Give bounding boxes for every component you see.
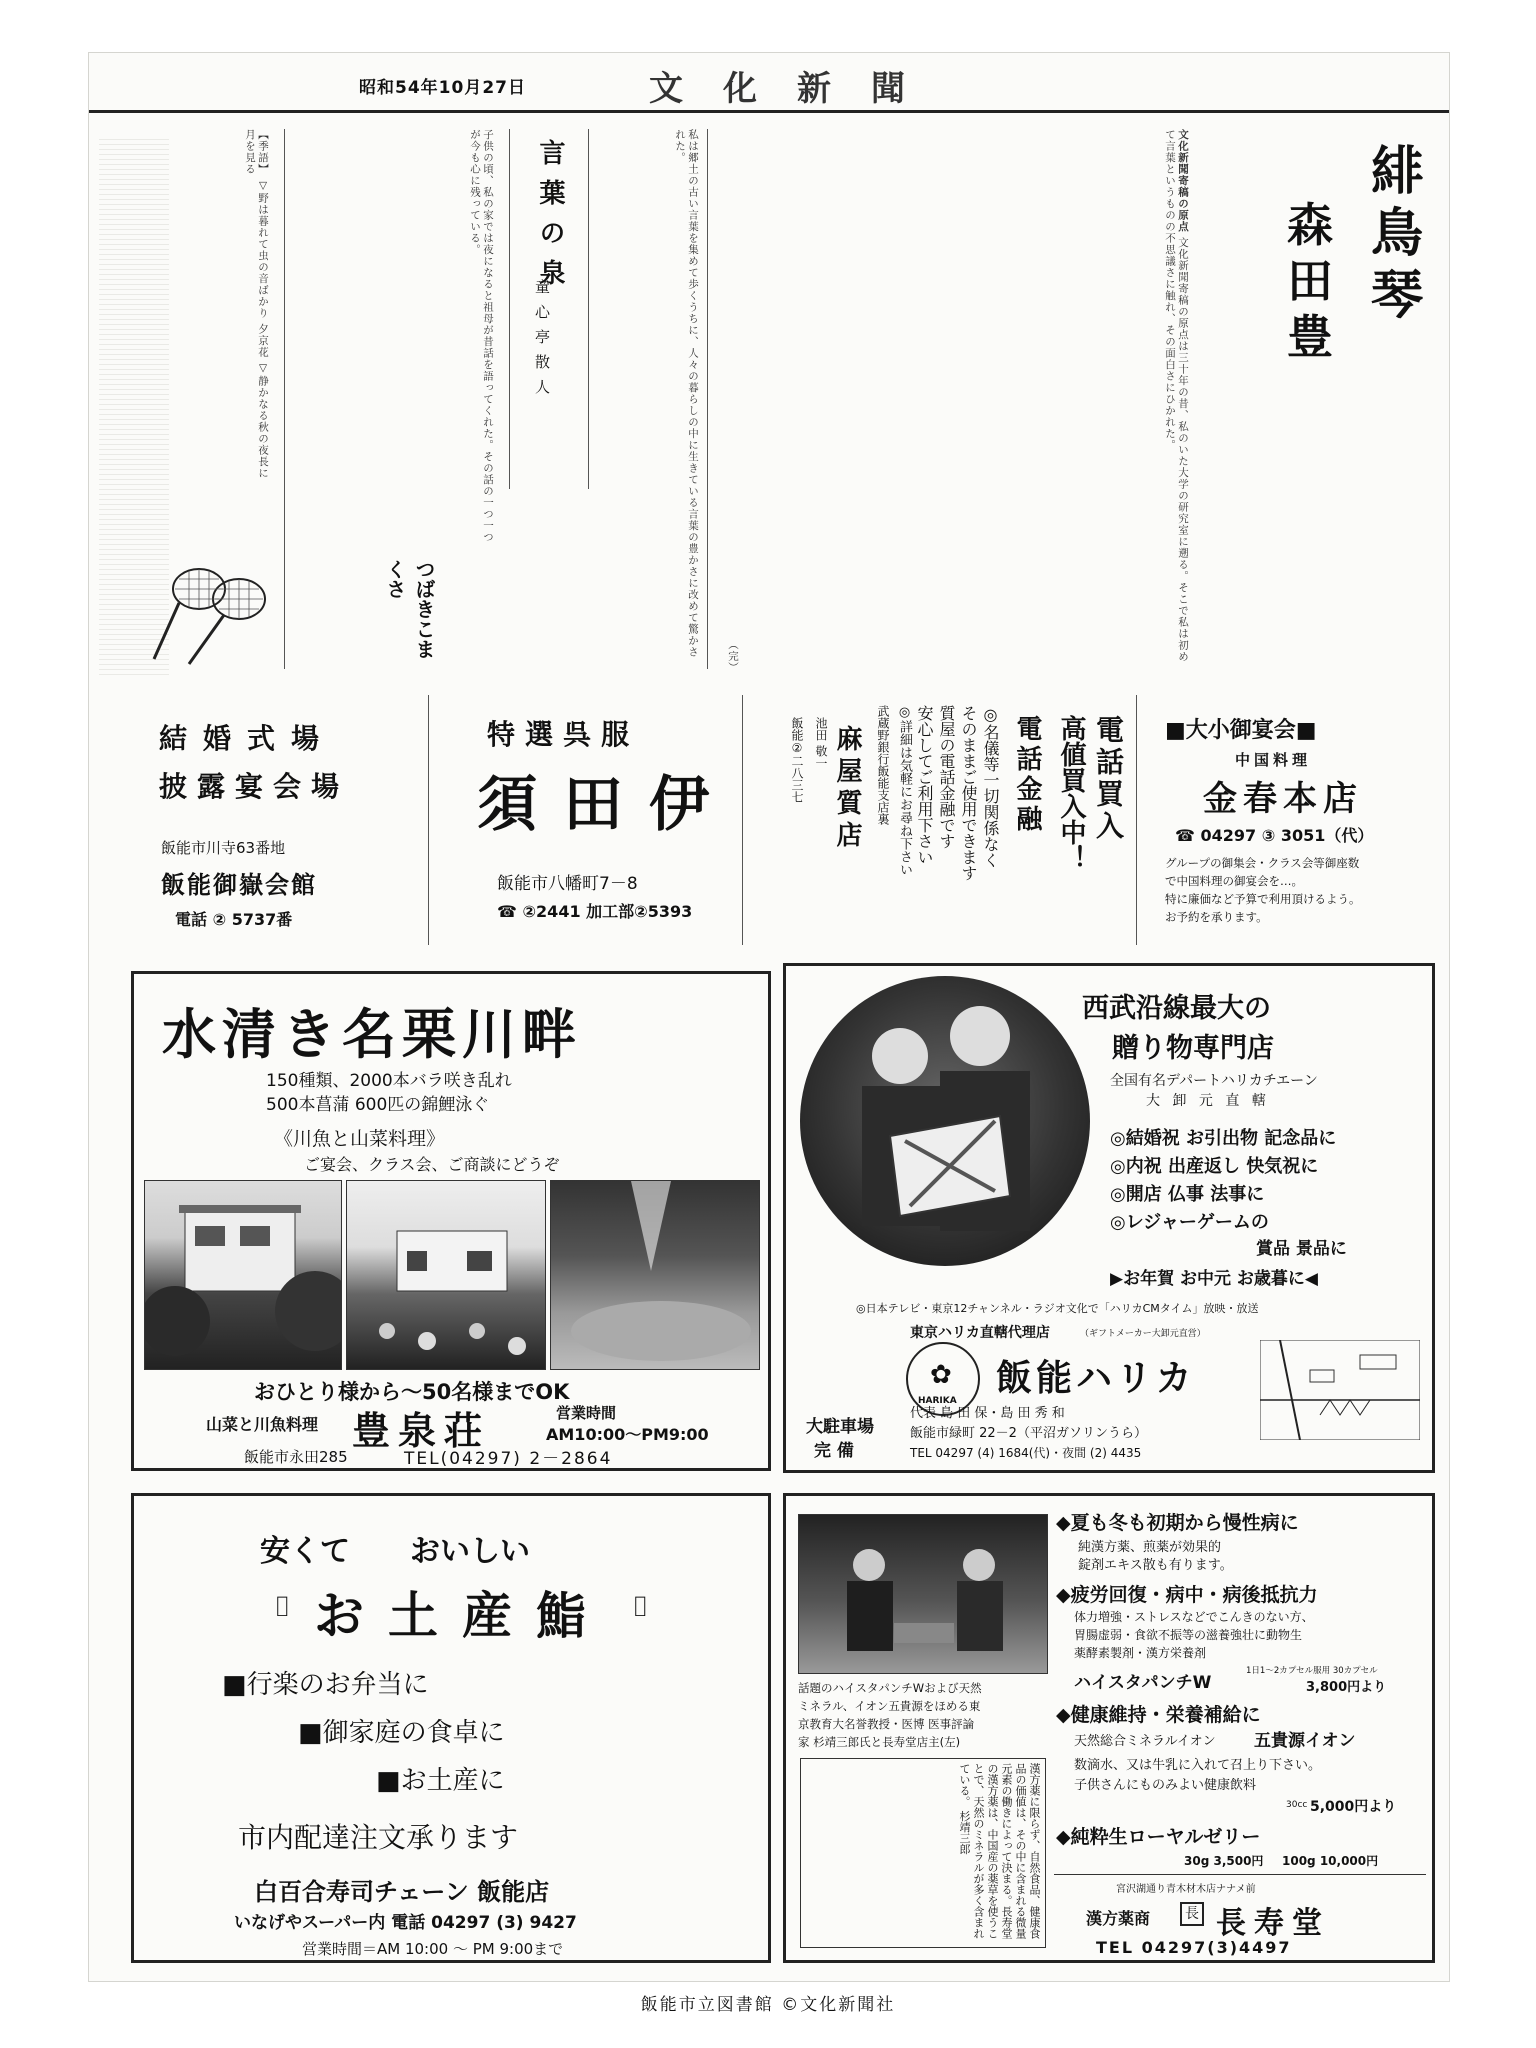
housenso-photo-garden [346, 1180, 546, 1370]
column-rule [707, 129, 708, 669]
chojudo-seal-icon: 長 [1180, 1902, 1204, 1926]
haiku-title: 【季語】 [257, 129, 269, 175]
wedding-hall-ad: 結婚式場 披露宴会場 飯能市川寺63番地 飯能御嶽会館 電話 ② 5737番 [119, 695, 429, 945]
harika-ad: 西武沿線最大の 贈り物専門店 全国有名デパートハリカチエーン 大 卸 元 直 轄 ◎結婚祝 お引出物 記念品に ◎内祝 出産返し 快気祝に ◎開店 仏事 法事に ◎レジャーゲームの 賞品 景品に ▶お年賀 お中元 お歳暮に◀ ◎日本テレビ・東京12チャンネル・ラジオ文化で「ハリカCMタイム」放映・放送 東京ハリカ直轄代理店 （ギフトメーカー大卸元直営） ✿ HARIKA 飯能ハリカ 大駐車場 完 備 代表 島 田 保・島 田 秀 和 飯能市緑町 22－2（平沼ガソリンうら） TEL 04297 (4) 1684(代)・夜間 (2) 4435 [783, 963, 1435, 1473]
flower-icon: ✿ [930, 1360, 952, 1390]
chojudo-sidebar-text: 漢方薬に限らず、自然食品、健康食品の価値は、その中に含まれる微量元素の働きによって決まる。長寿堂の漢方薬は、中国産の薬草を使うことで、天然のミネラルが多く含まれている。 杉靖三郎 [800, 1758, 1046, 1948]
article-region [89, 119, 1449, 687]
housenso-ad: 水清き名栗川畔 150種類、2000本バラ咲き乱れ 500本菖蒲 600匹の錦鯉泳ぐ 《川魚と山菜料理》 ご宴会、クラス会、ご商談にどうぞ おひとり様から～50名様までOK 山菜と川魚料理 豊泉荘 営業時間 AM10:00～PM9:00 飯能市永田285 TEL(04297) 2－2864 [131, 971, 771, 1471]
paper-name: 文化新聞 [649, 69, 945, 109]
pawn-shop-ad: 電話買入 高値買入中！ 電話金融 ◎名儀等一切関係なく そのままご使用できます 質屋の電話金融です 安心してご利用下さい ◎詳細は気軽にお尋ね下さい 武蔵野銀行飯能支店裏 麻屋質店 池田 敬一 飯能②二八三七 [761, 695, 1137, 945]
column-heading-box [509, 129, 589, 489]
chojudo-ad: 話題のハイスタパンチWおよび天然 ミネラル、イオン五貴源をほめる東 京教育大名誉教授・医博 医事評論 家 杉靖三郎氏と長寿堂店主(左) 漢方薬に限らず、自然食品、健康食品の価値は、その中に含まれる微量元素の働きによって決まる。長寿堂の漢方薬は、中国産の薬草を使うことで、天然のミネラルが多く含まれている。 杉靖三郎 ◆夏も冬も初期から慢性病に 純漢方薬、煎薬が効果的 錠剤エキス散も有ります。 ◆疲労回復・病中・病後抵抗力 体力増強・ストレスなどでこんきのない方、 胃腸虚弱・食欲不振等の滋養強壮に動物生 薬酵素製剤・漢方栄養剤 ハイスタパンチW 1日1～2カプセル服用 30カプセル 3,800円より ◆健康維持・栄養補給に 天然総合ミネラルイオン 五貴源イオン 数滴水、又は牛乳に入れて召上り下さい。 子供さんにものみよい健康飲料 30cc 5,000円より ◆純粋生ローヤルゼリー 30g 3,500円 100g 10,000円 宮沢湖通り青木材木店ナナメ前 漢方薬商 長寿堂 長 TEL 04297(3)4497 [783, 1493, 1435, 1963]
chinese-restaurant-ad: ■大小御宴会■ 中国料理 金春本店 ☎ 04297 ③ 3051（代） グループの御集会・クラス会等御座数 で中国料理の御宴会を…。 特に廉価など予算で利用頂けるよう。 お予約を承ります。 [1155, 695, 1441, 945]
haiku-column [109, 129, 269, 489]
tennis-racket-illustration [149, 559, 279, 669]
feature-title: 文化新聞寄稿の原点 [1177, 129, 1189, 233]
kimono-ad: 特選呉服 須田伊 飯能市八幡町7－8 ☎ ②2441 加工部②5393 [447, 695, 743, 945]
harika-location-map [1260, 1340, 1420, 1440]
column-body-left: 子供の頃、私の家では夜になると祖母が昔話を語ってくれた。その話の一つ一つが今も心に残っている。 [469, 129, 494, 543]
sushi-ad: 安くて おいしい お土産鮨 ⌷ ⌷ ■行楽のお弁当に ■御家庭の食卓に ■お土産に 市内配達注文承ります 白百合寿司チェーン 飯能店 いなげやスーパー内 電話 04297 (3) 9427 営業時間＝AM 10:00 ～ PM 9:00まで [131, 1493, 771, 1963]
haiku-lines: ▽野は暮れて虫の音ばかり 夕京花 ▽静かなる秋の夜長に 月を見る [244, 129, 269, 479]
issue-date: 昭和54年10月27日 [359, 78, 526, 98]
column-author: 童心亭散人 [533, 279, 551, 404]
small-calligraphy: つばきこまくさ [383, 559, 436, 659]
end-mark: （完） [727, 639, 739, 674]
chojudo-interview-photo [798, 1514, 1048, 1674]
newspaper-page [88, 52, 1450, 1982]
headline-right-ornament: ⌷ [632, 1590, 649, 1623]
footer-credit: 飯能市立図書館 ©文化新聞社 [640, 1995, 896, 2015]
harika-photo-circle [800, 976, 1090, 1266]
housenso-photo-building [144, 1180, 342, 1370]
calligraphy-title: 緋 鳥 琴 森 田 豊 [1287, 141, 1424, 364]
feature-article: 文化新聞寄稿の原点 文化新聞寄稿の原点は三十年の昔、私のいた大学の研究室に遡る。そこで私は初めて言葉というものの不思議さに触れ、その面白さにひかれた。 [1164, 129, 1189, 663]
column-title: 言葉の泉 [535, 139, 565, 299]
harika-logo: ✿ HARIKA [906, 1342, 980, 1416]
store-separator [1054, 1874, 1426, 1875]
housenso-photo-pond [550, 1180, 760, 1370]
column-body-mid: 私は郷土の古い言葉を集めて歩くうちに、人々の暮らしの中に生きている言葉の豊かさに改めて驚かされた。 [674, 129, 699, 658]
column-rule [284, 129, 285, 669]
masthead [89, 53, 1449, 113]
headline-left-ornament: ⌷ [274, 1590, 291, 1623]
